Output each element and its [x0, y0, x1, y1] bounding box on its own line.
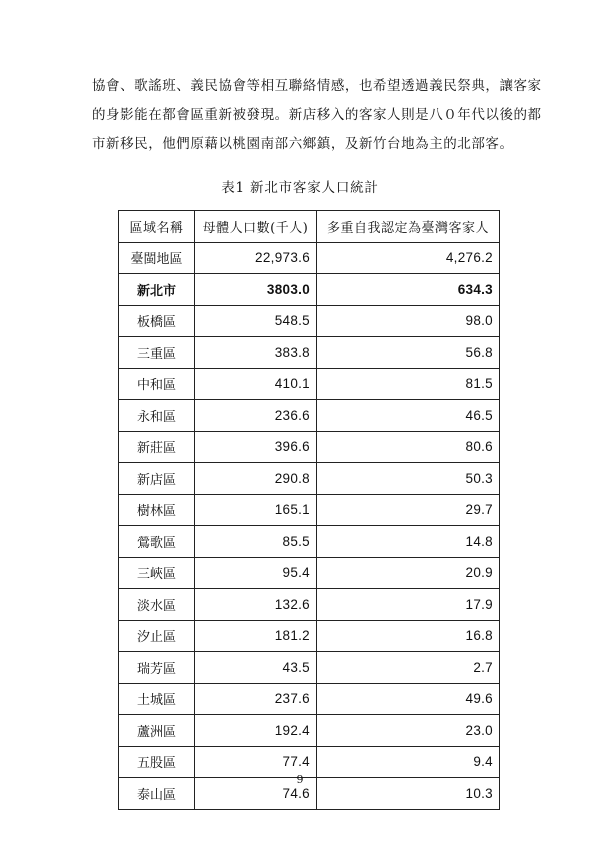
table-row [119, 431, 500, 463]
table-row [119, 715, 500, 747]
table-row [119, 557, 500, 589]
region-name-cell: 永和區 [119, 400, 195, 432]
table-row [119, 589, 500, 621]
hakka-population-cell: 23.0 [317, 715, 500, 747]
table-row [119, 620, 500, 652]
table-row [119, 652, 500, 684]
population-cell: 181.2 [195, 620, 317, 652]
hakka-population-cell: 81.5 [317, 368, 500, 400]
region-name-cell: 新莊區 [119, 431, 195, 463]
table-row [119, 368, 500, 400]
hakka-population-cell: 634.3 [317, 274, 500, 306]
paragraph-line: 的身影能在都會區重新被發現。新店移入的客家人則是八０年代以後的都 [92, 107, 542, 123]
population-cell: 132.6 [195, 589, 317, 621]
population-cell: 236.6 [195, 400, 317, 432]
region-name-cell: 淡水區 [119, 589, 195, 621]
hakka-population-cell: 17.9 [317, 589, 500, 621]
region-name-cell: 新店區 [119, 463, 195, 495]
hakka-population-cell: 29.7 [317, 494, 500, 526]
region-name-cell: 蘆洲區 [119, 715, 195, 747]
population-cell: 85.5 [195, 526, 317, 558]
body-paragraph [92, 72, 542, 159]
region-name-cell: 三峽區 [119, 557, 195, 589]
hakka-population-cell: 14.8 [317, 526, 500, 558]
table-caption: 表1 新北市客家人口統計 [221, 180, 379, 196]
population-cell: 192.4 [195, 715, 317, 747]
population-cell: 43.5 [195, 652, 317, 684]
page-number: 9 [296, 773, 304, 786]
region-name-cell: 瑞芳區 [119, 652, 195, 684]
table-row [119, 494, 500, 526]
region-name-cell: 中和區 [119, 368, 195, 400]
hakka-population-cell: 4,276.2 [317, 242, 500, 274]
region-name-cell: 新北市 [119, 274, 195, 306]
region-name-cell: 土城區 [119, 683, 195, 715]
population-cell: 383.8 [195, 337, 317, 369]
region-name-cell: 樹林區 [119, 494, 195, 526]
population-cell: 237.6 [195, 683, 317, 715]
table-body [119, 242, 500, 809]
table-row [119, 683, 500, 715]
population-cell: 22,973.6 [195, 242, 317, 274]
population-cell: 77.4 [195, 746, 317, 778]
hakka-population-cell: 56.8 [317, 337, 500, 369]
column-header-region: 區域名稱 [119, 211, 195, 243]
population-cell: 3803.0 [195, 274, 317, 306]
hakka-population-cell: 16.8 [317, 620, 500, 652]
population-cell: 290.8 [195, 463, 317, 495]
table-row [119, 242, 500, 274]
paragraph-line: 市新移民，他們原藉以桃園南部六鄉鎮，及新竹台地為主的北部客。 [92, 136, 514, 152]
hakka-population-cell: 2.7 [317, 652, 500, 684]
hakka-population-cell: 9.4 [317, 746, 500, 778]
table-row [119, 400, 500, 432]
region-name-cell: 泰山區 [119, 778, 195, 810]
paragraph-line: 協會、歌謠班、義民協會等相互聯絡情感，也希望透過義民祭典，讓客家 [92, 78, 542, 94]
population-cell: 95.4 [195, 557, 317, 589]
table-header-row [119, 211, 500, 243]
population-cell: 396.6 [195, 431, 317, 463]
region-name-cell: 鶯歌區 [119, 526, 195, 558]
table-row [119, 337, 500, 369]
table-row [119, 463, 500, 495]
column-header-population: 母體人口數(千人) [195, 211, 317, 243]
hakka-population-table [118, 210, 500, 810]
population-cell: 548.5 [195, 305, 317, 337]
hakka-population-cell: 50.3 [317, 463, 500, 495]
hakka-population-cell: 10.3 [317, 778, 500, 810]
hakka-population-cell: 98.0 [317, 305, 500, 337]
population-cell: 74.6 [195, 778, 317, 810]
region-name-cell: 五股區 [119, 746, 195, 778]
region-name-cell: 板橋區 [119, 305, 195, 337]
region-name-cell: 臺閩地區 [119, 242, 195, 274]
column-header-hakka: 多重自我認定為臺灣客家人 [317, 211, 500, 243]
population-cell: 165.1 [195, 494, 317, 526]
population-cell: 410.1 [195, 368, 317, 400]
hakka-population-cell: 49.6 [317, 683, 500, 715]
hakka-population-cell: 20.9 [317, 557, 500, 589]
region-name-cell: 三重區 [119, 337, 195, 369]
hakka-population-cell: 80.6 [317, 431, 500, 463]
table-row [119, 274, 500, 306]
region-name-cell: 汐止區 [119, 620, 195, 652]
table-row [119, 526, 500, 558]
table-row [119, 305, 500, 337]
hakka-population-cell: 46.5 [317, 400, 500, 432]
